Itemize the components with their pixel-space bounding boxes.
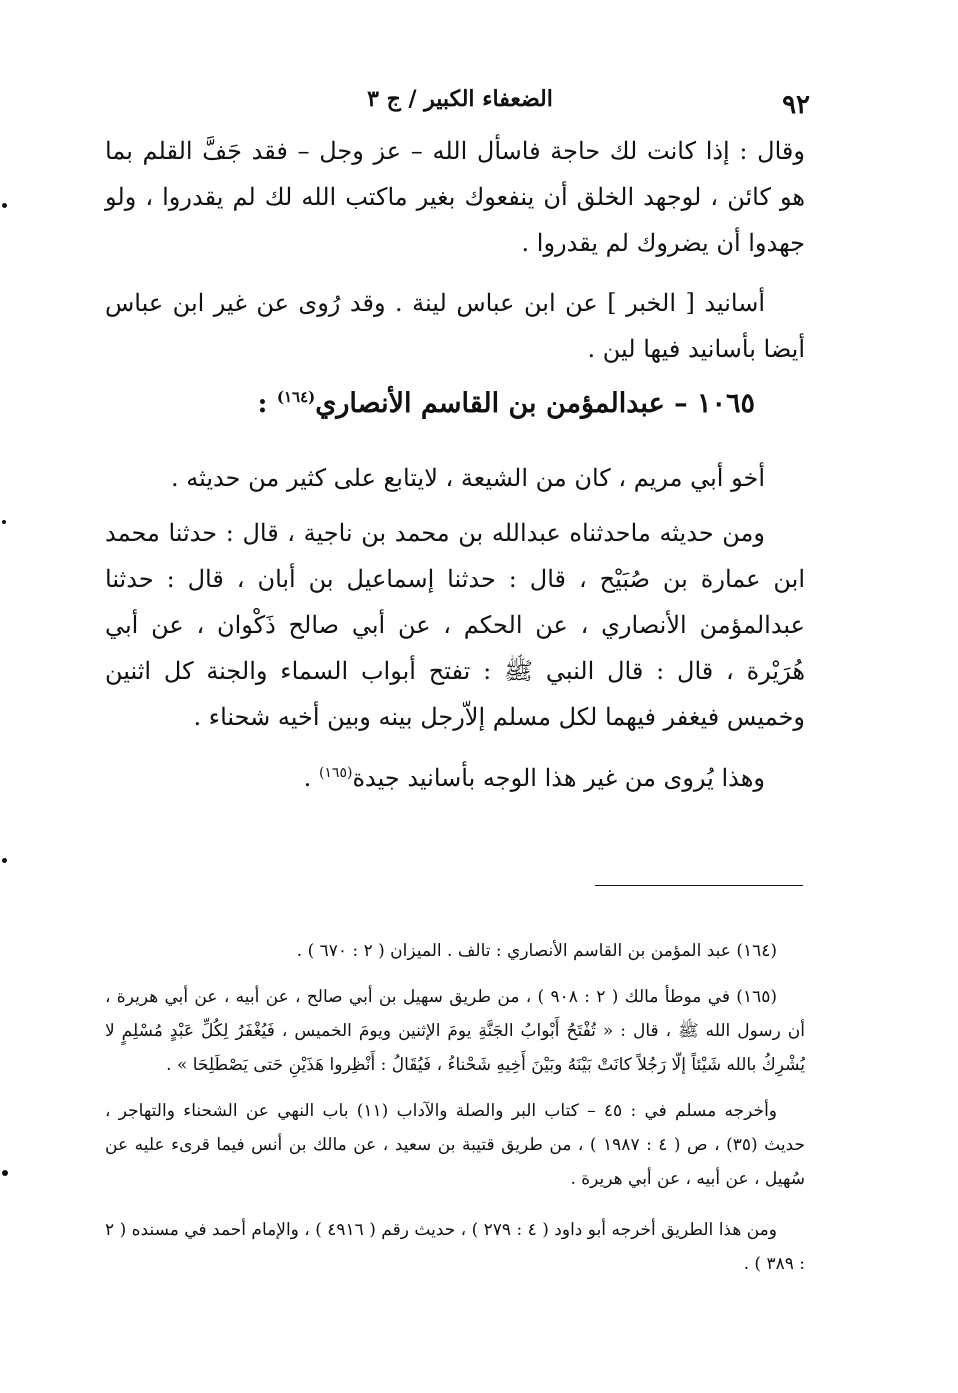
scan-mark [2,203,7,208]
paragraph-4: ومن حديثه ماحدثناه عبدالله بن محمد بن ناجية ، قال : حدثنا محمد ابن عمارة بن صُبَيْح ، قال : حدثنا إسماعيل بن أبان ، قال : حدثنا عبدالمؤمن الأنصاري ، عن الحكم ، عن أبي صالح ذَكْوان ، عن أبي هُرَيْرة ، قال : قال النبي ﷺ : تفتح أبواب السماء والجنة كل اثنين وخميس فيغفر فيهما لكل مسلم إلاّرجل بينه وبين أخيه شحناء . [105,519,805,731]
paragraph-3: أخو أبي مريم ، كان من الشيعة ، لايتابع على كثير من حديثه . [170,464,765,492]
footnote-164: (١٦٤) عبد المؤمن بن القاسم الأنصاري : تالف . الميزان ( ٢ : ٦٧٠ ) . [296,941,777,961]
footnote-ref-164: (١٦٤) [276,388,316,406]
footnote-ref-165: (١٦٥) [318,765,353,781]
page-header [110,86,810,126]
paragraph-2: أسانيد [ الخبر ] عن ابن عباس لينة . وقد رُوى عن غير ابن عباس أيضا بأسانيد فيها لين . [105,289,805,363]
entry-heading [105,388,755,419]
scan-mark [2,1170,8,1176]
paragraph-5 [105,750,805,801]
footnote-165-abudawud: ومن هذا الطريق أخرجه أبو داود ( ٤ : ٢٧٩ ) ، حديث رقم ( ٤٩١٦ ) ، والإمام أحمد في مسنده ( ٢ : ٣٨٩ ) . [105,1220,805,1274]
paragraph-1: وقال : إذا كانت لك حاجة فاسأل الله – عز وجل – فقد جَفَّ القلم بما هو كائن ، لوجهد الخلق أن ينفعوك بغير ماكتب الله لك لم يقدروا ، ولو جهدوا أن يضروك لم يقدروا . [105,137,805,257]
footnote-separator [595,885,803,886]
scan-mark [2,858,7,863]
footnote-165: (١٦٥) في موطأ مالك ( ٢ : ٩٠٨ ) ، من طريق سهيل بن أبي صالح ، عن أبيه ، عن أبي هريرة ، أن رسول الله ﷺ ، قال : « تُفْتَحُ أَبْوابُ الجَنَّةِ يومَ الإثنين ويومَ الخميس ، فَيُغْفَرُ لِكُلِّ عَبْدٍ مُسْلِمٍ لا يُشْرِكُ بالله شَيْئاً إلّا رَجُلاً كانَتْ بَيْنَهُ وبَيْنَ أَخِيهِ شَحْناءُ ، فَيُقَالُ : أَنْظِروا هَذَيْنِ حَتى يَصْطَلِحَا » . [105,987,805,1075]
paragraph-5-end: . [303,764,319,792]
running-title: الضعفاء الكبير / ج ٣ [367,86,553,112]
footnote-165-muslim: وأخرجه مسلم في : ٤٥ – كتاب البر والصلة والآداب (١١) باب النهي عن الشحناء والتهاجر ، حديث (٣٥) ، ص ( ٤ : ١٩٨٧ ) ، من طريق قتيبة بن سعيد ، عن مالك بن أنس فيما قرىء عليه عن سُهيل ، عن أبيه ، عن أبي هريرة . [105,1101,805,1189]
page-number: ٩٢ [782,90,810,120]
scan-mark [2,520,6,524]
entry-heading-text: ١٠٦٥ – عبدالمؤمن بن القاسم الأنصاري [315,388,755,419]
paragraph-5-text: وهذا يُروى من غير هذا الوجه بأسانيد جيدة [352,764,765,792]
entry-heading-colon: : [257,388,277,419]
